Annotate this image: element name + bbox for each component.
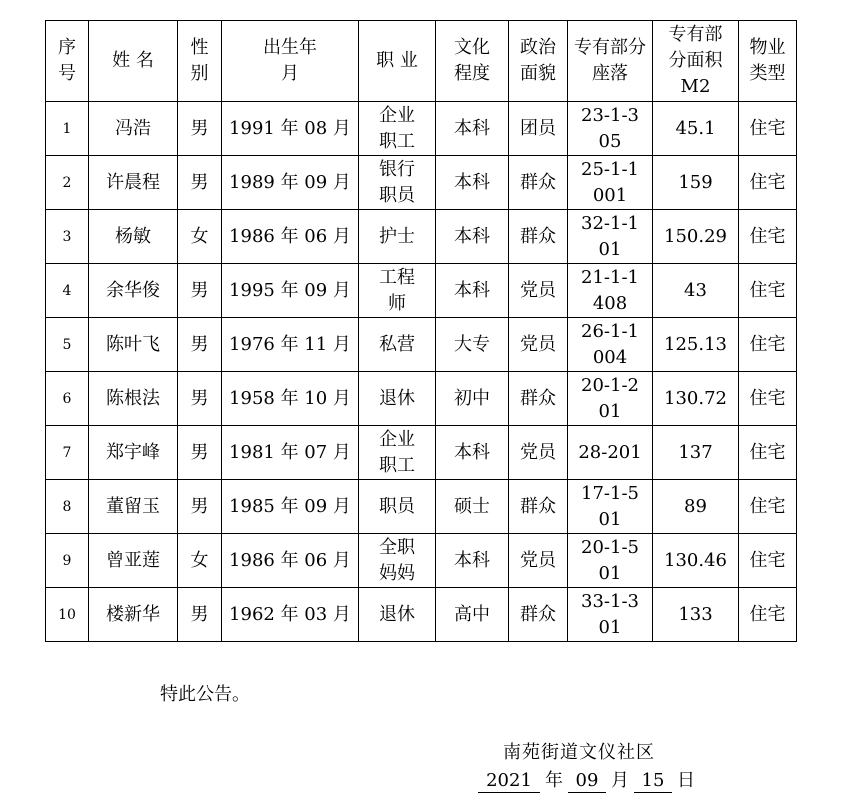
- cell-property-type: 住宅: [739, 102, 797, 156]
- cell-birth: 1981 年 07 月: [222, 426, 359, 480]
- cell-unit-area: 137: [653, 426, 739, 480]
- cell-occupation: 私营: [359, 318, 436, 372]
- cell-gender: 男: [178, 264, 222, 318]
- cell-education: 本科: [436, 426, 509, 480]
- cell-property-type: 住宅: [739, 426, 797, 480]
- cell-education: 本科: [436, 264, 509, 318]
- cell-unit-area: 89: [653, 480, 739, 534]
- table-row: [46, 480, 797, 534]
- cell-name: 余华俊: [89, 264, 178, 318]
- cell-unit-area: 43: [653, 264, 739, 318]
- header-property-type: 物业类型: [739, 21, 797, 102]
- cell-political: 群众: [509, 588, 568, 642]
- table-row: [46, 534, 797, 588]
- cell-gender: 男: [178, 426, 222, 480]
- cell-gender: 男: [178, 372, 222, 426]
- cell-gender: 女: [178, 210, 222, 264]
- cell-unit-location: 20-1-201: [568, 372, 653, 426]
- cell-occupation: 全职妈妈: [359, 534, 436, 588]
- cell-unit-location: 32-1-101: [568, 210, 653, 264]
- date-year-unit: 年: [545, 770, 563, 791]
- cell-occupation: 退休: [359, 588, 436, 642]
- cell-gender: 男: [178, 156, 222, 210]
- cell-occupation: 工程师: [359, 264, 436, 318]
- cell-political: 党员: [509, 534, 568, 588]
- cell-property-type: 住宅: [739, 588, 797, 642]
- cell-gender: 女: [178, 534, 222, 588]
- cell-property-type: 住宅: [739, 210, 797, 264]
- cell-occupation: 职员: [359, 480, 436, 534]
- cell-property-type: 住宅: [739, 318, 797, 372]
- cell-property-type: 住宅: [739, 534, 797, 588]
- date-year: 2021: [478, 770, 540, 793]
- cell-birth: 1986 年 06 月: [222, 534, 359, 588]
- cell-unit-area: 130.72: [653, 372, 739, 426]
- date-month-unit: 月: [611, 770, 629, 791]
- cell-property-type: 住宅: [739, 372, 797, 426]
- cell-index: 6: [46, 372, 89, 426]
- header-birth: 出生年月: [222, 21, 359, 102]
- table-row: [46, 318, 797, 372]
- cell-political: 群众: [509, 372, 568, 426]
- cell-political: 党员: [509, 318, 568, 372]
- cell-index: 5: [46, 318, 89, 372]
- cell-unit-area: 130.46: [653, 534, 739, 588]
- cell-unit-area: 159: [653, 156, 739, 210]
- cell-unit-location: 28-201: [568, 426, 653, 480]
- cell-birth: 1989 年 09 月: [222, 156, 359, 210]
- cell-political: 群众: [509, 156, 568, 210]
- cell-occupation: 企业职工: [359, 102, 436, 156]
- cell-name: 杨敏: [89, 210, 178, 264]
- cell-index: 9: [46, 534, 89, 588]
- cell-property-type: 住宅: [739, 480, 797, 534]
- date-day-unit: 日: [677, 770, 695, 791]
- cell-unit-area: 150.29: [653, 210, 739, 264]
- cell-unit-location: 23-1-305: [568, 102, 653, 156]
- cell-property-type: 住宅: [739, 264, 797, 318]
- cell-unit-location: 25-1-1001: [568, 156, 653, 210]
- cell-birth: 1985 年 09 月: [222, 480, 359, 534]
- cell-name: 陈根法: [89, 372, 178, 426]
- cell-political: 党员: [509, 426, 568, 480]
- cell-name: 曾亚莲: [89, 534, 178, 588]
- cell-name: 陈叶飞: [89, 318, 178, 372]
- cell-political: 群众: [509, 210, 568, 264]
- cell-occupation: 护士: [359, 210, 436, 264]
- cell-birth: 1991 年 08 月: [222, 102, 359, 156]
- cell-unit-area: 125.13: [653, 318, 739, 372]
- cell-unit-location: 20-1-501: [568, 534, 653, 588]
- cell-index: 2: [46, 156, 89, 210]
- cell-education: 硕士: [436, 480, 509, 534]
- cell-birth: 1986 年 06 月: [222, 210, 359, 264]
- table-row: [46, 588, 797, 642]
- header-unit-location: 专有部分座落: [568, 21, 653, 102]
- cell-index: 7: [46, 426, 89, 480]
- cell-index: 4: [46, 264, 89, 318]
- table-row: [46, 264, 797, 318]
- cell-political: 党员: [509, 264, 568, 318]
- cell-education: 初中: [436, 372, 509, 426]
- cell-birth: 1976 年 11 月: [222, 318, 359, 372]
- header-index: 序号: [46, 21, 89, 102]
- resident-table: [45, 20, 797, 642]
- cell-occupation: 退休: [359, 372, 436, 426]
- cell-property-type: 住宅: [739, 156, 797, 210]
- table-row: [46, 156, 797, 210]
- cell-education: 本科: [436, 156, 509, 210]
- cell-occupation: 银行职员: [359, 156, 436, 210]
- cell-name: 冯浩: [89, 102, 178, 156]
- cell-education: 本科: [436, 210, 509, 264]
- cell-occupation: 企业职工: [359, 426, 436, 480]
- table-body: [46, 102, 797, 642]
- cell-gender: 男: [178, 480, 222, 534]
- table-row: [46, 102, 797, 156]
- table-row: [46, 372, 797, 426]
- cell-unit-location: 21-1-1408: [568, 264, 653, 318]
- cell-name: 楼新华: [89, 588, 178, 642]
- header-occupation: 职 业: [359, 21, 436, 102]
- cell-index: 8: [46, 480, 89, 534]
- cell-unit-location: 26-1-1004: [568, 318, 653, 372]
- header-political: 政治面貌: [509, 21, 568, 102]
- cell-unit-location: 17-1-501: [568, 480, 653, 534]
- date-month: 09: [568, 770, 606, 793]
- cell-birth: 1995 年 09 月: [222, 264, 359, 318]
- cell-index: 1: [46, 102, 89, 156]
- cell-index: 3: [46, 210, 89, 264]
- cell-political: 团员: [509, 102, 568, 156]
- cell-education: 本科: [436, 102, 509, 156]
- cell-name: 许晨程: [89, 156, 178, 210]
- cell-birth: 1962 年 03 月: [222, 588, 359, 642]
- header-unit-area: 专有部分面积M2: [653, 21, 739, 102]
- table-row: [46, 426, 797, 480]
- header-education: 文化程度: [436, 21, 509, 102]
- date-day: 15: [634, 770, 672, 793]
- cell-political: 群众: [509, 480, 568, 534]
- cell-name: 郑宇峰: [89, 426, 178, 480]
- notice-text: 特此公告。: [160, 684, 250, 705]
- cell-name: 董留玉: [89, 480, 178, 534]
- cell-education: 本科: [436, 534, 509, 588]
- cell-index: 10: [46, 588, 89, 642]
- cell-unit-area: 133: [653, 588, 739, 642]
- cell-unit-location: 33-1-301: [568, 588, 653, 642]
- cell-education: 高中: [436, 588, 509, 642]
- header-gender: 性别: [178, 21, 222, 102]
- table-row: [46, 210, 797, 264]
- header-name: 姓 名: [89, 21, 178, 102]
- cell-education: 大专: [436, 318, 509, 372]
- cell-unit-area: 45.1: [653, 102, 739, 156]
- cell-gender: 男: [178, 318, 222, 372]
- signature-date: [478, 766, 700, 793]
- cell-gender: 男: [178, 102, 222, 156]
- organization-name: 南苑街道文仪社区: [503, 742, 655, 763]
- cell-gender: 男: [178, 588, 222, 642]
- cell-birth: 1958 年 10 月: [222, 372, 359, 426]
- table-header-row: [46, 21, 797, 102]
